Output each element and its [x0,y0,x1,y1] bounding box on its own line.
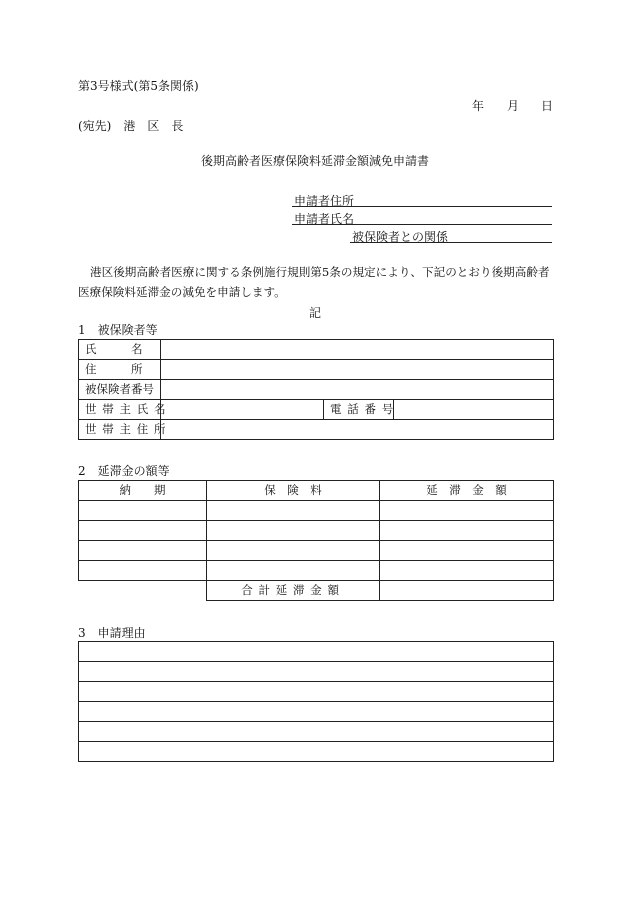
due-date-cell[interactable] [79,501,207,521]
insured-address-field[interactable] [161,360,554,380]
date-day: 日 [541,99,554,113]
late-fee-cell[interactable] [380,521,554,541]
addressee: (宛先) 港 区 長 [78,119,184,133]
table-row [79,420,554,440]
table-row [79,561,554,581]
applicant-address-label: 申請者住所 [294,194,355,208]
premium-cell[interactable] [207,501,380,521]
delinquency-table [78,480,554,601]
total-late-fee-field[interactable] [380,581,554,601]
insured-number-label: 被保険者番号 [79,380,161,400]
section1-heading: 1 被保険者等 [78,323,158,337]
date-year: 年 [472,99,485,113]
reason-line[interactable] [79,702,554,722]
premium-cell[interactable] [207,521,380,541]
total-late-fee-label: 合計延滞金額 [207,581,380,601]
section3-heading: 3 申請理由 [78,626,146,640]
reason-line[interactable] [79,742,554,762]
premium-cell[interactable] [207,561,380,581]
phone-number-field[interactable] [394,400,554,420]
table-row [79,380,554,400]
table-row [79,742,554,762]
reason-table [78,641,554,762]
due-date-cell[interactable] [79,541,207,561]
table-row [79,340,554,360]
reason-line[interactable] [79,662,554,682]
table-total-row [79,581,554,601]
phone-number-label: 電話番号 [324,400,394,420]
date-month: 月 [507,99,520,113]
late-fee-cell[interactable] [380,501,554,521]
insured-name-field[interactable] [161,340,554,360]
table-row [79,541,554,561]
column-header-due-date: 納 期 [79,481,207,501]
applicant-relation-label: 被保険者との関係 [352,230,449,244]
applicant-address-field[interactable] [292,206,552,207]
table-row [79,360,554,380]
applicant-relation-field[interactable] [350,242,552,243]
table-row [79,521,554,541]
due-date-cell[interactable] [79,521,207,541]
body-text-line2: 医療保険料延滞金の減免を申請します。 [78,285,286,299]
column-header-premium: 保 険 料 [207,481,380,501]
table-row [79,400,554,420]
household-head-name-field[interactable] [161,400,324,420]
form-number: 第3号様式(第5条関係) [78,79,199,93]
table-row [79,722,554,742]
table-row [79,501,554,521]
applicant-name-label: 申請者氏名 [294,212,355,226]
table-row [79,682,554,702]
insured-number-field[interactable] [161,380,554,400]
empty-cell [79,581,207,601]
insured-name-label: 氏 名 [79,340,161,360]
due-date-cell[interactable] [79,561,207,581]
household-head-address-label: 世帯主住所 [79,420,161,440]
column-header-late-fee: 延 滞 金 額 [380,481,554,501]
table-header-row [79,481,554,501]
table-row [79,642,554,662]
premium-cell[interactable] [207,541,380,561]
reason-line[interactable] [79,682,554,702]
applicant-name-field[interactable] [292,224,552,225]
note-heading: 記 [308,306,321,320]
body-text-line1: 港区後期高齢者医療に関する条例施行規則第5条の規定により、下記のとおり後期高齢者 [90,265,550,279]
late-fee-cell[interactable] [380,561,554,581]
table-row [79,662,554,682]
late-fee-cell[interactable] [380,541,554,561]
insured-address-label: 住 所 [79,360,161,380]
insured-table [78,339,554,440]
household-head-name-label: 世帯主氏名 [79,400,161,420]
reason-line[interactable] [79,722,554,742]
household-head-address-field[interactable] [161,420,554,440]
section2-heading: 2 延滞金の額等 [78,464,170,478]
page-title: 後期高齢者医療保険料延滞金額減免申請書 [200,154,429,168]
table-row [79,702,554,722]
reason-line[interactable] [79,642,554,662]
